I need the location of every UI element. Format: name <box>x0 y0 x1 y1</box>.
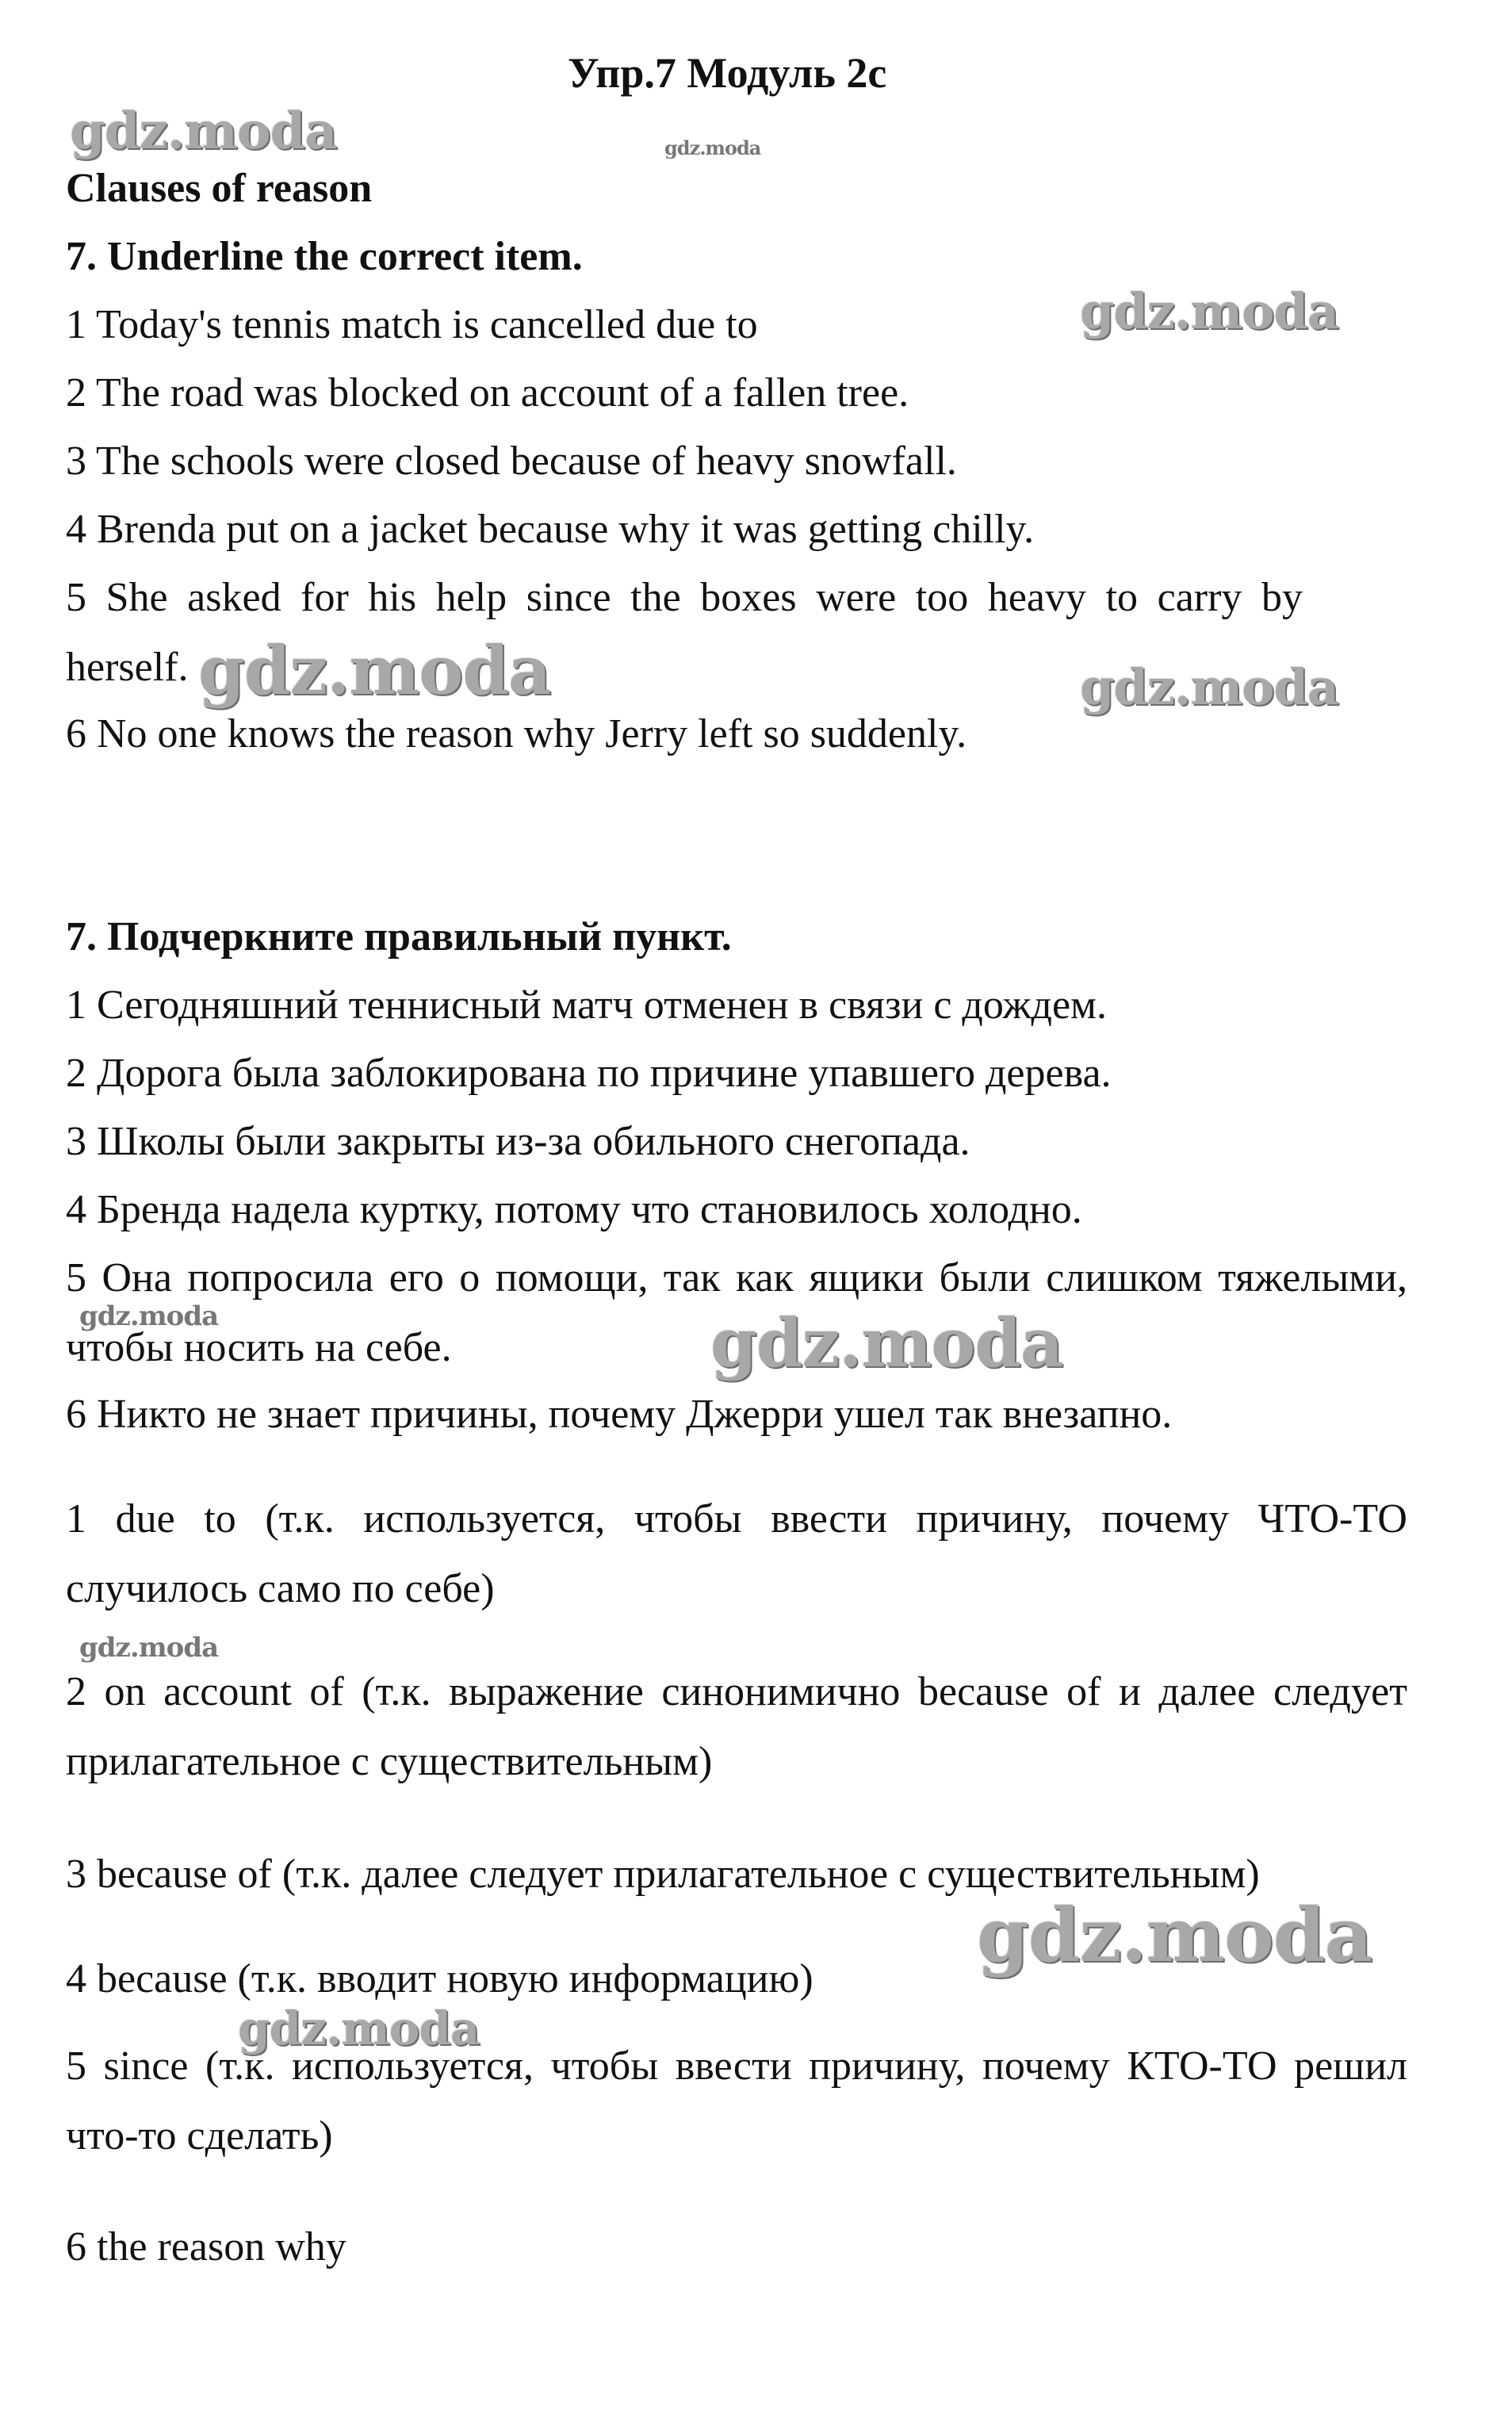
watermark: gdz.moda <box>710 1304 1063 1382</box>
page-title: Упр.7 Модуль 2с <box>568 49 887 97</box>
answer-3: 3 because of (т.к. далее следует прилагательное с существительным) <box>66 1852 1260 1897</box>
task-title-ru: 7. Подчеркните правильный пункт. <box>66 914 732 959</box>
en-item-6: 6 No one knows the reason why Jerry left so suddenly. <box>66 711 967 756</box>
en-item-2: 2 The road was blocked on account of a fallen tree. <box>66 370 909 416</box>
en-item-5: 5 She asked for his help since the boxes were too heavy to carry by herself. <box>66 575 1303 690</box>
en-item-1: 1 Today's tennis match is cancelled due to <box>66 302 758 347</box>
watermark: gdz.moda <box>79 1632 219 1664</box>
watermark: gdz.moda <box>1080 282 1338 340</box>
en-item-4: 4 Brenda put on a jacket because why it was getting chilly. <box>66 507 1035 552</box>
watermark: gdz.moda <box>1080 658 1338 716</box>
watermark: gdz.moda <box>198 631 551 710</box>
ru-item-5: 5 Она попросила его о помощи, так как ящики были слишком тяжелыми, чтобы носить на себе. <box>66 1255 1407 1370</box>
watermark: gdz.moda <box>664 136 761 159</box>
ru-item-4: 4 Бренда надела куртку, потому что становилось холодно. <box>66 1187 1082 1232</box>
ru-item-3: 3 Школы были закрыты из-за обильного снегопада. <box>66 1119 970 1164</box>
answer-2: 2 on account of (т.к. выражение синонимично because of и далее следует прилагательное с существительным) <box>66 1669 1407 1784</box>
watermark: gdz.moda <box>238 2001 480 2055</box>
watermark: gdz.moda <box>977 1892 1372 1979</box>
answer-6: 6 the reason why <box>66 2224 346 2269</box>
answer-5: 5 since (т.к. используется, чтобы ввести причину, почему КТО-ТО решил что-то сделать) <box>66 2043 1407 2158</box>
section-heading: Clauses of reason <box>66 166 373 211</box>
en-item-3: 3 The schools were closed because of heavy snowfall. <box>66 439 957 484</box>
watermark: gdz.moda <box>79 1300 219 1332</box>
task-title-en: 7. Underline the correct item. <box>66 234 583 279</box>
watermark: gdz.moda <box>70 101 337 161</box>
ru-item-6: 6 Никто не знает причины, почему Джерри ушел так внезапно. <box>66 1392 1173 1437</box>
answer-4: 4 because (т.к. вводит новую информацию) <box>66 1956 813 2001</box>
ru-item-2: 2 Дорога была заблокирована по причине упавшего дерева. <box>66 1051 1112 1096</box>
ru-item-1: 1 Сегодняшний теннисный матч отменен в связи с дождем. <box>66 982 1107 1028</box>
answer-1: 1 due to (т.к. используется, чтобы ввести причину, почему ЧТО-ТО случилось само по себе) <box>66 1496 1407 1611</box>
